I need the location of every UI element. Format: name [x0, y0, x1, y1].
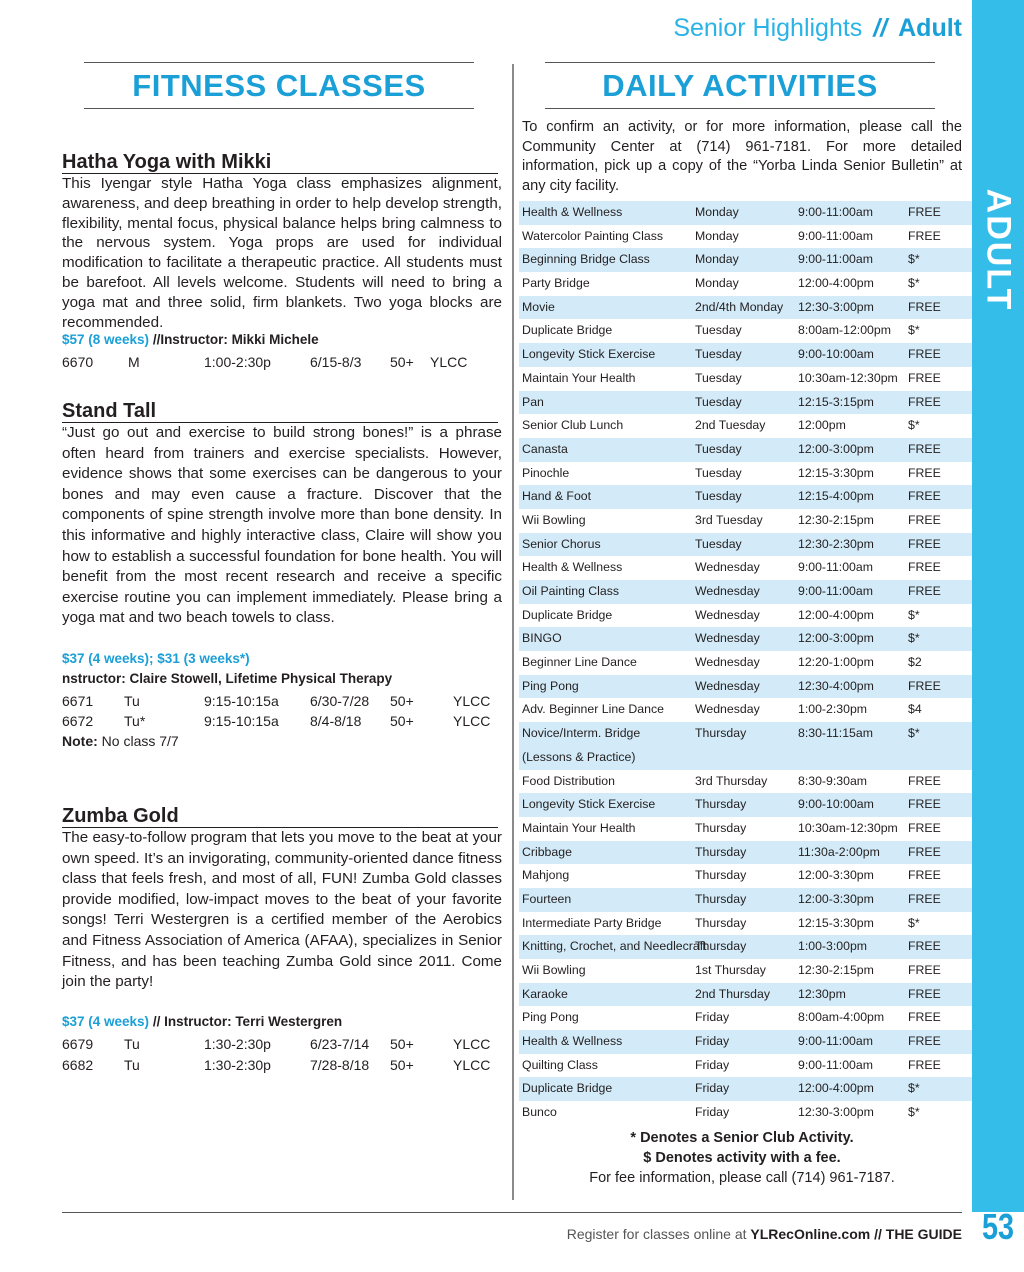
- footer-site: YLRecOnline.com: [750, 1226, 871, 1242]
- page-number: 53: [981, 1206, 1015, 1247]
- activity-fee: FREE: [908, 299, 941, 314]
- activity-row: [519, 912, 972, 936]
- activity-time: 12:30pm: [798, 986, 846, 1001]
- activity-fee: FREE: [908, 394, 941, 409]
- activity-time: 12:20-1:00pm: [798, 655, 874, 670]
- activity-row: [519, 319, 972, 343]
- activity-day: Monday: [695, 276, 739, 291]
- title-rule-bottom: [84, 108, 474, 109]
- activity-row: [519, 935, 972, 959]
- session-day: Tu: [124, 693, 140, 709]
- activity-time: 9:00-11:00am: [798, 205, 873, 219]
- session-location: YLCC: [453, 693, 491, 709]
- activity-row: [519, 438, 972, 462]
- column-divider: [512, 64, 514, 1200]
- activity-fee: FREE: [908, 844, 941, 859]
- activity-fee: $4: [908, 702, 922, 717]
- activity-name: BINGO: [522, 631, 562, 646]
- activity-name: Longevity Stick Exercise: [522, 797, 656, 812]
- activity-day: Thursday: [695, 797, 747, 812]
- activity-time: 12:00-3:30pm: [798, 891, 874, 906]
- activity-time: 8:30-9:30am: [798, 773, 868, 788]
- activity-fee: $2: [908, 655, 922, 670]
- activity-name: Maintain Your Health: [522, 820, 636, 835]
- activity-time: 9:00-11:00am: [798, 228, 873, 243]
- activity-day: Tuesday: [695, 489, 742, 504]
- activity-row: [519, 533, 972, 557]
- activity-time: 9:00-11:00am: [798, 252, 873, 267]
- activity-day: Tuesday: [695, 465, 742, 480]
- activity-day: Monday: [695, 228, 739, 243]
- activity-name: Senior Chorus: [522, 536, 601, 551]
- activity-name: Wii Bowling: [522, 512, 586, 527]
- daily-title: DAILY ACTIVITIES: [602, 68, 878, 103]
- session-dates: 6/23-7/14: [310, 1036, 370, 1052]
- activity-time: 1:00-2:30pm: [798, 702, 868, 717]
- activity-day: Tuesday: [695, 536, 742, 551]
- session-location: YLCC: [430, 354, 468, 370]
- activity-name: Party Bridge: [522, 276, 590, 291]
- activity-name: Beginning Bridge Class: [522, 252, 650, 267]
- sidebar-label: [972, 188, 1024, 312]
- activity-name: Health & Wellness: [522, 205, 623, 219]
- activity-row: [519, 201, 972, 225]
- running-header: [673, 14, 962, 43]
- activity-fee: FREE: [908, 820, 941, 835]
- course-price: $57 (8 weeks): [62, 332, 150, 347]
- activity-day: Friday: [695, 1010, 730, 1025]
- activity-time: 12:15-3:30pm: [798, 465, 874, 480]
- activity-name: Adv. Beginner Line Dance: [522, 702, 664, 717]
- activity-time: 11:30a-2:00pm: [798, 844, 880, 859]
- session-code: 6670: [62, 354, 94, 370]
- activity-time: 9:00-11:00am: [798, 584, 873, 598]
- footnotes: [522, 1128, 962, 1188]
- activity-day: Tuesday: [695, 370, 742, 385]
- note-text: No class 7/7: [97, 733, 179, 749]
- activity-row: [519, 1101, 972, 1125]
- activity-row: [519, 604, 972, 628]
- activity-row: [519, 888, 972, 912]
- header-separator: //: [873, 14, 888, 42]
- activity-row: [519, 1054, 972, 1078]
- activity-day: 3rd Thursday: [695, 773, 768, 788]
- activity-name: Maintain Your Health: [522, 370, 636, 385]
- activity-fee: FREE: [908, 797, 941, 812]
- footnote-fee-info: For fee information, please call (714) 961-7187.: [589, 1170, 895, 1186]
- course-price-line: [62, 1014, 342, 1029]
- course-title: Zumba Gold: [62, 805, 498, 828]
- session-day: Tu*: [124, 713, 146, 729]
- activity-time: 1:00-3:00pm: [798, 939, 868, 954]
- session-age: 50+: [390, 1057, 414, 1073]
- activity-day: Monday: [695, 252, 739, 267]
- activity-fee: FREE: [908, 560, 941, 575]
- activity-name: Hand & Foot: [522, 489, 592, 504]
- activity-row: [519, 1077, 972, 1101]
- session-age: 50+: [390, 693, 414, 709]
- activity-name: Food Distribution: [522, 773, 615, 788]
- activity-time: 9:00-11:00am: [798, 560, 873, 575]
- course-title: Stand Tall: [62, 400, 498, 423]
- activity-name: Health & Wellness: [522, 560, 623, 575]
- session-code: 6672: [62, 713, 94, 729]
- activity-fee: FREE: [908, 773, 941, 788]
- activity-name-subtitle: (Lessons & Practice): [522, 749, 636, 764]
- activity-fee: $*: [908, 726, 920, 741]
- activity-day: Tuesday: [695, 394, 742, 409]
- activity-fee: FREE: [908, 986, 941, 1001]
- session-dates: 7/28-8/18: [310, 1057, 370, 1073]
- session-time: 9:15-10:15a: [204, 713, 279, 729]
- activity-day: Thursday: [695, 939, 747, 954]
- course-title: Hatha Yoga with Mikki: [62, 151, 498, 174]
- session-day: M: [128, 354, 140, 370]
- activity-fee: $*: [908, 252, 920, 267]
- footer-prefix: Register for classes online at: [566, 1226, 751, 1242]
- activity-row: [519, 651, 972, 675]
- activity-row: [519, 1006, 972, 1030]
- activity-name: Mahjong: [522, 868, 570, 883]
- activity-time: 8:00am-12:00pm: [798, 323, 891, 338]
- session-time: 1:00-2:30p: [204, 354, 271, 370]
- activity-time: 9:00-10:00am: [798, 797, 874, 812]
- activity-day: Wednesday: [695, 560, 760, 575]
- session-location: YLCC: [453, 1057, 491, 1073]
- activity-name: Canasta: [522, 441, 568, 456]
- activity-name: Oil Painting Class: [522, 584, 620, 598]
- activity-row: [519, 367, 972, 391]
- activity-day: Thursday: [695, 915, 747, 930]
- session-time: 1:30-2:30p: [204, 1036, 271, 1052]
- note-label: Note:: [62, 733, 98, 749]
- activity-row: [519, 225, 972, 249]
- activity-name: Pinochle: [522, 465, 570, 480]
- activity-day: Monday: [695, 205, 739, 219]
- activity-day: Wednesday: [695, 702, 760, 717]
- activity-day: Friday: [695, 1034, 730, 1049]
- activity-row: [519, 580, 972, 604]
- footnote-fee: $ Denotes activity with a fee.: [643, 1150, 841, 1166]
- activity-time: 12:15-3:15pm: [798, 394, 874, 409]
- session-age: 50+: [390, 1036, 414, 1052]
- activity-day: Tuesday: [695, 441, 742, 456]
- activity-row: [519, 509, 972, 533]
- course-description: The easy-to-follow program that lets you move to the beat at your own speed. It’s an invigorating, community-oriented dance fitness class that feels fresh, and most of all, FUN! Zumba Gold classes provide modified, low-impact moves to the beat of your favorite songs! Terri Westergren is a certified member of the Aerobics and Fitness Association of America (AFAA), specializes in Senior Fitness, and has been teaching Zumba Gold since 2011. Come join the party!: [62, 829, 502, 991]
- activity-name: Cribbage: [522, 844, 572, 859]
- activity-row: [519, 627, 972, 651]
- activity-fee: FREE: [908, 347, 941, 362]
- footer-rule: [62, 1212, 962, 1213]
- activity-fee: FREE: [908, 963, 941, 978]
- session-code: 6682: [62, 1057, 94, 1073]
- activity-row: [519, 722, 972, 769]
- session-location: YLCC: [453, 713, 491, 729]
- activity-row: [519, 675, 972, 699]
- activity-row: [519, 959, 972, 983]
- activity-time: 9:00-10:00am: [798, 347, 874, 362]
- activity-name: Duplicate Bridge: [522, 607, 613, 622]
- activity-day: Tuesday: [695, 323, 742, 338]
- course-price: $37 (4 weeks): [62, 1014, 150, 1029]
- session-time: 9:15-10:15a: [204, 693, 279, 709]
- activity-name: Duplicate Bridge: [522, 323, 613, 338]
- session-dates: 6/15-8/3: [310, 354, 362, 370]
- activity-fee: FREE: [908, 536, 941, 551]
- activity-time: 8:30-11:15am: [798, 726, 873, 741]
- activity-time: 12:00-4:00pm: [798, 1081, 874, 1096]
- activity-fee: FREE: [908, 228, 941, 243]
- activity-fee: FREE: [908, 891, 941, 906]
- series-title: Senior Highlights: [673, 14, 863, 42]
- course-note: [62, 733, 179, 749]
- activity-name: Knitting, Crochet, and Needlecraft: [522, 939, 707, 954]
- activity-time: 12:00-4:00pm: [798, 276, 874, 291]
- section-name: Adult: [898, 14, 962, 42]
- activity-time: 12:15-4:00pm: [798, 489, 874, 504]
- activity-name: Beginner Line Dance: [522, 655, 637, 670]
- activity-name: Karaoke: [522, 986, 568, 1001]
- activity-fee: FREE: [908, 489, 941, 504]
- activity-name: Ping Pong: [522, 678, 579, 693]
- activity-row: [519, 983, 972, 1007]
- activity-day: Wednesday: [695, 655, 760, 670]
- activity-fee: FREE: [908, 1010, 941, 1025]
- title-rule-bottom: [545, 108, 935, 109]
- activity-day: Wednesday: [695, 607, 760, 622]
- activity-day: 1st Thursday: [695, 963, 766, 978]
- session-dates: 8/4-8/18: [310, 713, 362, 729]
- activity-time: 10:30am-12:30pm: [798, 820, 898, 835]
- activity-day: Thursday: [695, 820, 747, 835]
- activity-name: Duplicate Bridge: [522, 1081, 613, 1096]
- activity-row: [519, 793, 972, 817]
- activity-time: 9:00-11:00am: [798, 1034, 873, 1049]
- activity-name: Wii Bowling: [522, 963, 586, 978]
- activity-row: [519, 272, 972, 296]
- activity-row: [519, 248, 972, 272]
- activity-row: [519, 462, 972, 486]
- activity-day: Tuesday: [695, 347, 742, 362]
- course-description: “Just go out and exercise to build strong bones!” is a phrase often heard from trainers and exercise specialists. However, evidence shows that some exercises can be dangerous to your bones and may even cause a fracture. Discover that the components of spine strength involve more than bone density. In this informative and highly interactive class, Claire will show you how to establish a successful foundation for bone health. You will benefit from the most recent research and receive a specific exercise routine you can implement immediately. Please bring a yoga mat and two beach towels to class.: [62, 424, 502, 627]
- session-dates: 6/30-7/28: [310, 693, 370, 709]
- activity-row: [519, 343, 972, 367]
- activity-day: Friday: [695, 1081, 730, 1096]
- activity-time: 12:30-3:00pm: [798, 299, 874, 314]
- activity-name: Ping Pong: [522, 1010, 579, 1025]
- activity-fee: FREE: [908, 584, 941, 598]
- activity-time: 12:30-3:00pm: [798, 1105, 874, 1120]
- activity-time: 12:30-4:00pm: [798, 678, 874, 693]
- activity-day: Friday: [695, 1105, 730, 1120]
- activity-time: 12:00-3:30pm: [798, 868, 874, 883]
- session-code: 6679: [62, 1036, 94, 1052]
- activity-fee: $*: [908, 1105, 920, 1120]
- activity-name: Novice/Interm. Bridge: [522, 726, 641, 741]
- activity-time: 9:00-11:00am: [798, 1057, 873, 1072]
- activity-row: [519, 864, 972, 888]
- activity-fee: $*: [908, 631, 920, 646]
- activity-time: 12:30-2:15pm: [798, 512, 874, 527]
- activity-fee: FREE: [908, 370, 941, 385]
- footer-suffix: // THE GUIDE: [870, 1226, 962, 1242]
- section-sidebar: [972, 0, 1024, 1212]
- activity-row: [519, 296, 972, 320]
- activity-fee: FREE: [908, 868, 941, 883]
- activity-day: Wednesday: [695, 584, 760, 598]
- session-age: 50+: [390, 354, 414, 370]
- activity-day: Thursday: [695, 844, 747, 859]
- session-location: YLCC: [453, 1036, 491, 1052]
- activity-fee: FREE: [908, 678, 941, 693]
- activity-fee: $*: [908, 276, 920, 291]
- session-day: Tu: [124, 1057, 140, 1073]
- activity-day: Friday: [695, 1057, 730, 1072]
- page-footer: [567, 1226, 962, 1242]
- session-code: 6671: [62, 693, 94, 709]
- activity-fee: FREE: [908, 1057, 941, 1072]
- activity-day: Wednesday: [695, 631, 760, 646]
- activity-time: 12:30-2:30pm: [798, 536, 874, 551]
- activity-name: Quilting Class: [522, 1057, 598, 1072]
- activity-row: [519, 391, 972, 415]
- course-description: This Iyengar style Hatha Yoga class emphasizes alignment, awareness, and deep breathing in order to help develop strength, flexibility, mental focus, physical balance helps bring calmness to the nervous system. Yoga props are used for individual modification to facilitate a therapeutic practice. All students must be barefoot. All levels welcome. Students will need to bring a yoga mat and three solid, firm blankets. Two yoga blocks are recommended.: [62, 175, 502, 331]
- course-instructor: //Instructor: Mikki Michele: [149, 332, 319, 347]
- title-rule-top: [84, 62, 474, 63]
- activity-day: 3rd Tuesday: [695, 512, 763, 527]
- activity-name: Health & Wellness: [522, 1034, 623, 1049]
- activity-fee: $*: [908, 323, 920, 338]
- session-age: 50+: [390, 713, 414, 729]
- title-rule-top: [545, 62, 935, 63]
- activity-time: 12:00-3:00pm: [798, 631, 874, 646]
- activity-fee: $*: [908, 915, 920, 930]
- activity-day: Thursday: [695, 891, 747, 906]
- activity-time: 12:15-3:30pm: [798, 915, 874, 930]
- activity-day: Thursday: [695, 726, 747, 741]
- activity-day: 2nd Tuesday: [695, 418, 766, 433]
- activity-time: 12:00pm: [798, 418, 846, 433]
- activity-row: [519, 556, 972, 580]
- activity-name: Senior Club Lunch: [522, 418, 624, 433]
- activity-table: [519, 201, 972, 1125]
- session-time: 1:30-2:30p: [204, 1057, 271, 1073]
- activity-name: Longevity Stick Exercise: [522, 347, 656, 362]
- activity-row: [519, 1030, 972, 1054]
- activity-fee: FREE: [908, 939, 941, 954]
- activity-fee: FREE: [908, 1034, 941, 1049]
- course-price-line: [62, 332, 319, 347]
- activity-time: 12:00-4:00pm: [798, 607, 874, 622]
- course-instructor: // Instructor: Terri Westergren: [149, 1014, 343, 1029]
- activity-fee: FREE: [908, 205, 941, 219]
- activity-name: Watercolor Painting Class: [522, 228, 664, 243]
- activity-name: Fourteen: [522, 891, 572, 906]
- activity-row: [519, 817, 972, 841]
- activity-day: 2nd/4th Monday: [695, 299, 784, 314]
- activity-fee: FREE: [908, 512, 941, 527]
- fitness-title: FITNESS CLASSES: [132, 68, 426, 103]
- activity-fee: FREE: [908, 441, 941, 456]
- session-day: Tu: [124, 1036, 140, 1052]
- daily-intro: To confirm an activity, or for more information, please call the Community Center at (714) 961-7181. For more detailed information, pick up a copy of the “Yorba Linda Senior Bulletin” at any city facility.: [522, 119, 962, 194]
- activity-day: Thursday: [695, 868, 747, 883]
- sidebar-label-text: ADULT: [979, 188, 1018, 312]
- footnote-senior-club: * Denotes a Senior Club Activity.: [630, 1130, 854, 1146]
- activity-day: Wednesday: [695, 678, 760, 693]
- activity-row: [519, 841, 972, 865]
- activity-row: [519, 414, 972, 438]
- activity-time: 12:30-2:15pm: [798, 963, 874, 978]
- activity-row: [519, 770, 972, 794]
- activity-fee: $*: [908, 1081, 920, 1096]
- activity-day: 2nd Thursday: [695, 986, 770, 1001]
- activity-name: Intermediate Party Bridge: [522, 915, 662, 930]
- activity-time: 8:00am-4:00pm: [798, 1010, 885, 1025]
- activity-fee: $*: [908, 418, 920, 433]
- activity-name: Movie: [522, 299, 555, 314]
- activity-fee: $*: [908, 607, 920, 622]
- activity-row: [519, 698, 972, 722]
- activity-time: 12:00-3:00pm: [798, 441, 874, 456]
- activity-fee: FREE: [908, 465, 941, 480]
- activity-time: 10:30am-12:30pm: [798, 370, 898, 385]
- activity-name: Pan: [522, 394, 544, 409]
- activity-name: Bunco: [522, 1105, 557, 1120]
- course-instructor: nstructor: Claire Stowell, Lifetime Physical Therapy: [62, 671, 393, 686]
- course-price: $37 (4 weeks); $31 (3 weeks*): [62, 651, 250, 666]
- activity-row: [519, 485, 972, 509]
